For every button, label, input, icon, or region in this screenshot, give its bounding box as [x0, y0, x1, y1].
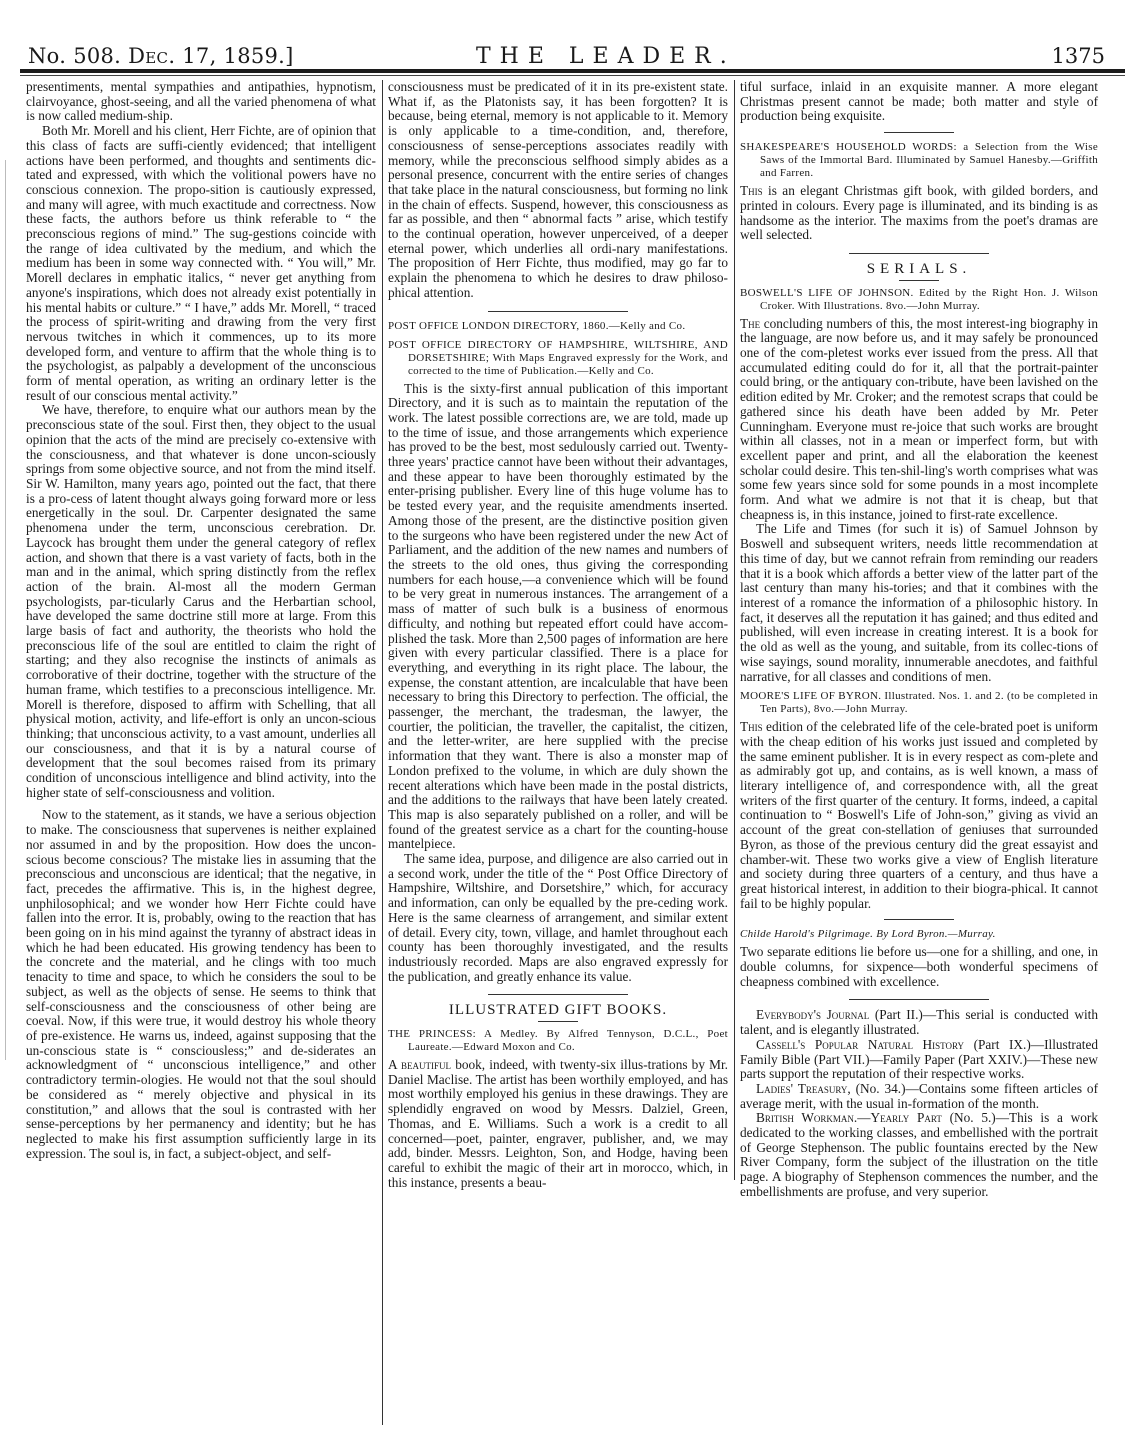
paragraph-body: is an elegant Christmas gift book, with gilded borders, and printed in colours. Every page is illuminated, and its binding is as handsome as the interior. The maxims from the poet's dramas are well selected. [740, 183, 1098, 243]
paragraph-body: concluding numbers of this, the most interest-ing biography in the language, are now before us, and it may safely be pronounced one of the com-pletest works ever issued from the press. All that accumulated editing could do for it, all that the portrait-painter could bring, or the antiquary con-tribute, have been lavished on the edition edited by Mr. Croker; and the remotest scraps that could be gathered since his death have been added by Mr. Peter Cunningham. Everyone must re-joice that such works are brought within all classes, not in a mean or imperfect form, but with excellent paper and print, and all the elaboration the keenest scholar could desire. This ten-shil-ling's worth comprises what was some few years since sold for some pounds in a most incomplete form. And what we admire is not that it is cheap, but that cheapness is, in this instance, joined to first-rate excellence. [740, 315, 1098, 522]
section-heading: ILLUSTRATED GIFT BOOKS. [448, 1002, 668, 1019]
article-paragraph: We have, therefore, to enquire what our authors mean by the preconscious state of the soul. First then, they object to the usual opinion that the acts of the mind are precisely co-extensive with the consciousness, and that whatever is done uncon-sciously springs from some objective source, and not from the mind itself. Sir W. Hamilton, many years ago, pointed out the fact, that there is a pro-cess of latent thought always going forward more or less energetically in the soul. Dr. Carpenter designated the same phenomena under the term, unconscious cerebration. Dr. Laycock has brought them under the general category of reflex action, and shown that there is a vast variety of facts, both in the man and in the animal, which spring distinctly from the reflex action of the brain. Al-most all the modern German psychologists, par-ticularly Carus and the Herbartian school, have developed the same doctrine still more at large. From this large basis of fact and authority, the theorists who hold the preconscious life of the soul are entitled to claim the right of starting; and they also recognise the instincts of animals as corroborative of their doctrine, together with the structure of the human frame, which testifies to a preconscious intelligence. Mr. Morell is therefore, disposed to affirm with Schelling, that all physical motion, activity, and life-effort is only an uncon-scious thinking; that unconscious activity, to a vast amount, underlies all our consciousness, and that it is by a natural course of development that the soul becomes raised from its primary condition of unconscious intelligence and blind activity, into the higher state of self-consciousness and volition. [26, 402, 376, 800]
review-title: SHAKESPEARE'S HOUSEHOLD WORDS: a Selection from the Wise Saws of the Immortal Bard. Illuminated by Samuel Hanesby.—Griffith and Farren. [740, 141, 1098, 180]
section-divider [488, 994, 628, 995]
review-title: MOORE'S LIFE OF BYRON. Illustrated. Nos. 1. and 2. (to be completed in Ten Parts), 8vo.—John Murray. [740, 690, 1098, 716]
article-paragraph: presentiments, mental sympathies and antipathies, hypnotism, clairvoyance, ghost-seeing, and all the varied phenomena of what is now called medium-ship. [26, 79, 376, 124]
heading-rule [538, 1021, 578, 1022]
paragraph-body: (Part II.)—This serial is conducted with talent, and is elegantly illustrated. [740, 1007, 1098, 1038]
lead-words: Cassell's Popular Natural History [756, 1036, 964, 1052]
article-paragraph: Both Mr. Morell and his client, Herr Fichte, are of opinion that this class of facts are suffi-ciently evidenced; that intelligent actions have been performed, and thoughts and sentiments dic-tated and expressed, with which the volitional powers have no conscious connexion. The propo-sition is cautiously expressed, and many will agree, with much exactitude and correctness. Now these facts, the authors before us think referable to “ the preconscious regions of mind.” The sug-gestions coincide with the range of idea cultivated by the medium, and which the medium has been in some way connected with. “ You will,” Mr. Morell declares in emphatic italics, “ never get anything from anyone's inspirations, which does not already exist potentially in his mental habits or culture.” “ I have,” adds Mr. Morell, “ traced the process of spirit-writing and drawing from the very first nervous twitches in which it commences, up to its more developed form, and venture to affirm that the whole thing is to the psychologist, as palpably a development of the unconscious form of mental operation, as writing an ordinary letter is the result of our conscious mental activity.” [26, 123, 376, 403]
lead-words: A beautiful [388, 1057, 452, 1073]
article-paragraph: Now to the statement, as it stands, we have a serious objection to make. The consciousness that supervenes is neither explained nor assumed in and by the proposition. How does the uncon-scious become conscious? The mistake lies in assuming that the preconscious and unconscious are identical; that the negative, in fact, precedes the affirmative. This is, in the highest degree, unphilosophical; and we wonder how Herr Fichte could have fallen into the error. It is, probably, owing to the reaction that has been going on in his mind against the tyranny of abstract ideas in which he had been educated. His growing tendency has been to the concrete and the material, and he clings with too much tenacity to time and space, to which he considers the soul to be subject, as well as the objects of sense. He seems to think that self-consciousness and the consciousness of other being are coeval. Now, if this were true, it would destroy his whole theory of pre-existence. He warns us, indeed, against supposing that the un-conscious state is “ consciousless;” and de-siderates an acknowledgment of “ unconscious intelligence,” and other contradictory termin-ologies. He would not that the soul should be considered as “ merely objective and physical in its constitution,” and allows that the soul is contrasted with her sense-perceptions by her permanency and identity; but he has neglected to make his first assumption sufficiently large in its expression. The soul is, in fact, a subject-object, and self- [26, 807, 376, 1161]
review-paragraph: The same idea, purpose, and diligence are also carried out in a second work, under the title of the “ Post Office Directory of Hampshire, Wiltshire, and Dorsetshire,” which, for accuracy and information, can only be equalled by the pre-ceding work. Here is the same clearness of arrangement, and similar extent of detail. Every city, town, village, and hamlet throughout each county has been thoroughly investigated, and the results industriously recorded. Maps are also engraved expressly for the publication, and greatly enhance its value. [388, 851, 728, 984]
notice-paragraph [740, 1111, 1098, 1199]
article-paragraph: tiful surface, inlaid in an exquisite manner. A more elegant Christmas present cannot be made; both matter and style of production being exquisite. [740, 79, 1098, 124]
newspaper-title: THE LEADER. [476, 44, 736, 69]
column-3 [740, 80, 1098, 1200]
review-title: Childe Harold's Pilgrimage. By Lord Byron.—Murray. [740, 928, 996, 941]
issue-date: Dec. 17, 1859.] [128, 44, 294, 68]
review-title: POST OFFICE LONDON DIRECTORY, 1860.—Kelly and Co. [388, 319, 686, 332]
section-divider [849, 253, 989, 254]
notice-paragraph [740, 1038, 1098, 1082]
section-divider [488, 311, 628, 312]
section-divider [849, 999, 989, 1000]
notice-paragraph [740, 1082, 1098, 1111]
paragraph-body: , (No. 34.)—Contains some fifteen articles of average merit, with the usual in-formation of the month. [740, 1080, 1098, 1111]
review-paragraph: The Life and Times (for such it is) of Samuel Johnson by Boswell and subsequent writers, needs little recommendation at this time of day, but we cannot refrain from reminding our readers that it is a book which affords a better view of the latter part of the last century than many his-tories; and that it combines with the interest of a romance the information of a philosophic history. In fact, it deserves all the reputation it has gained; and thus edited and published, will even increase in creating interest. It is a book for the old as well as the young, and suitable, from its collec-tions of wise sayings, sound morality, innumerable anecdotes, and faithful narrative, for all classes and conditions of men. [740, 521, 1098, 684]
review-paragraph: This is the sixty-first annual publication of this important Directory, and it is such as to maintain the reputation of the work. The latest possible corrections are, we are told, made up to the time of issue, and those arrangements which experience has proved to be the best, most sedulously carried out. Twenty-three years' practice cannot have been without their advantages, and these appear to have been thoroughly estimated by the enter-prising publisher. Every line of this huge volume has to be tested every year, and the requisite amendments inserted. Among those of the present, are the distinctive position given to the surgeons who have been registered under the new Act of Parliament, and the addition of the new names and numbers of the streets to the old ones, thus giving the corresponding numbers for each house,—a convenience which will be found to be very great in numerous instances. The arrangement of a mass of matter of such bulk is a business of enormous difficulty, and nothing but repeated effort could have accom-plished the task. More than 2,500 pages of information are here given with every particular classified. There is a place for everything, and everything in its right place. The labour, the expense, the constant attention, are incalculable that have been necessary to bring this Directory to perfection. The official, the passenger, the merchant, the tradesman, the lawyer, the courtier, the politician, the traveller, the capitalist, the citizen, and the letter-writer, are here supplied with the precise information that they want. There is also a monster map of London prefixed to the volume, in which are duly shown the recent alterations which have been made in the postal districts, and the additions to the railways that have been lately created. This map is also separately published on a roller, and will be found of the greatest service as a chart for the counting-house mantelpiece. [388, 380, 728, 852]
masthead-rule-thin [20, 75, 1125, 76]
lead-words: Everybody's Journal [756, 1007, 870, 1023]
review-paragraph: Two separate editions lie before us—one for a shilling, and one, in double columns, for sixpence—both wonderful specimens of cheapness combined with excellence. [740, 944, 1098, 989]
issue-info [28, 44, 294, 68]
paragraph-body: book, indeed, with twenty-six illus-trations by Mr. Daniel Maclise. The artist has been worthily employed, and has most worthily employed his genius in these drawings. They are splendidly engraved on wood by Messrs. Dalziel, Green, Thomas, and E. Williams. Such a work is a credit to all concerned—poet, painter, engraver, publisher, and, we may add, binder. Messrs. Leighton, Son, and Hodge, having been careful to exhibit the magic of their art in morocco, which, in this instance, presents a beau- [388, 1057, 728, 1190]
paragraph-body: (Part IX.)—Illustrated Family Bible (Part VII.)—Family Paper (Part XXIV.)—These new parts support the reputation of their respective works. [740, 1036, 1098, 1082]
column-1 [26, 80, 376, 1161]
lead-words: British Workman.—Yearly Part [756, 1110, 942, 1126]
review-title: POST OFFICE DIRECTORY OF HAMPSHIRE, WILTSHIRE, AND DORSETSHIRE; With Maps Engraved expressly for the Work, and corrected to the time of Publication.—Kelly and Co. [388, 338, 728, 377]
review-paragraph [740, 317, 1098, 523]
review-paragraph [740, 184, 1098, 243]
lead-words: This [740, 719, 763, 735]
paragraph-body: (No. 5.)—This is a work dedicated to the working classes, and embellished with the portrait of George Stephenson. The public fountains erected by the New River Company, form the subject of the illustration on the title page. A biography of Stephenson commences the number, and the embellishments are profuse, and very superior. [740, 1110, 1098, 1199]
column-divider [734, 80, 735, 1180]
section-divider [884, 132, 954, 133]
review-paragraph [388, 1058, 728, 1190]
lead-words: This [740, 183, 763, 199]
page-edge [5, 160, 6, 1060]
section-heading: SERIALS. [866, 260, 972, 277]
review-title: BOSWELL'S LIFE OF JOHNSON. Edited by the Right Hon. J. Wilson Croker. With Illustrations. 8vo.—John Murray. [740, 286, 1098, 312]
masthead-rule [20, 69, 1125, 73]
lead-words: The [740, 315, 761, 331]
issue-number: No. 508. [28, 44, 122, 68]
heading-rule [899, 280, 939, 281]
review-title: THE PRINCESS: A Medley. By Alfred Tennyson, D.C.L., Poet Laureate.—Edward Moxon and Co. [388, 1028, 728, 1054]
column-divider [382, 80, 383, 1425]
review-paragraph [740, 720, 1098, 911]
lead-words: Ladies' Treasury [756, 1080, 848, 1096]
section-divider [884, 919, 954, 920]
column-2 [388, 80, 728, 1190]
article-paragraph: consciousness must be predicated of it in its pre-existent state. What if, as the Platonists say, it has been forgotten? It is because, being eternal, memory is not applicable to it. Memory is only applicable to a time-condition, and, therefore, consciousness of sense-perceptions associates readily with memory, while the preconscious selfhood simply abides as a personal presence, concurrent with the entire series of changes that take place in the natural consciousness, but forming no link in the chain of effects. Suspend, however, this consciousness as far as possible, and then “ abnormal facts ” arise, which testify to the continual operation, however unperceived, of a deeper eternal power, which underlies all ordi-nary manifestations. The proposition of Herr Fichte, thus modified, may go far to explain the phenomena to which he desires to draw philoso-phical attention. [388, 79, 728, 300]
paragraph-body: edition of the celebrated life of the cele-brated poet is uniform with the cheap edition of his works just issued and completed by the same eminent publisher. It is in every respect as com-plete and as admirably got up, and contains, as is well known, a mass of literary intelligence of, and correspondence with, all the great writers of the first quarter of the century. It forms, indeed, a capital continuation to “ Boswell's Life of John-son,” giving as vivid an account of the great con-stellation of geniuses that surrounded Byron, as those of the previous century did the great essayist and chamber-wit. These two works give a view of English literature and society during three quarters of a century, and thus have a great historical interest, in addition to their biogra-phical. It cannot fail to be highly popular. [740, 719, 1098, 911]
page-number: 1375 [1051, 44, 1105, 68]
notice-paragraph [740, 1008, 1098, 1037]
masthead [28, 44, 1111, 72]
